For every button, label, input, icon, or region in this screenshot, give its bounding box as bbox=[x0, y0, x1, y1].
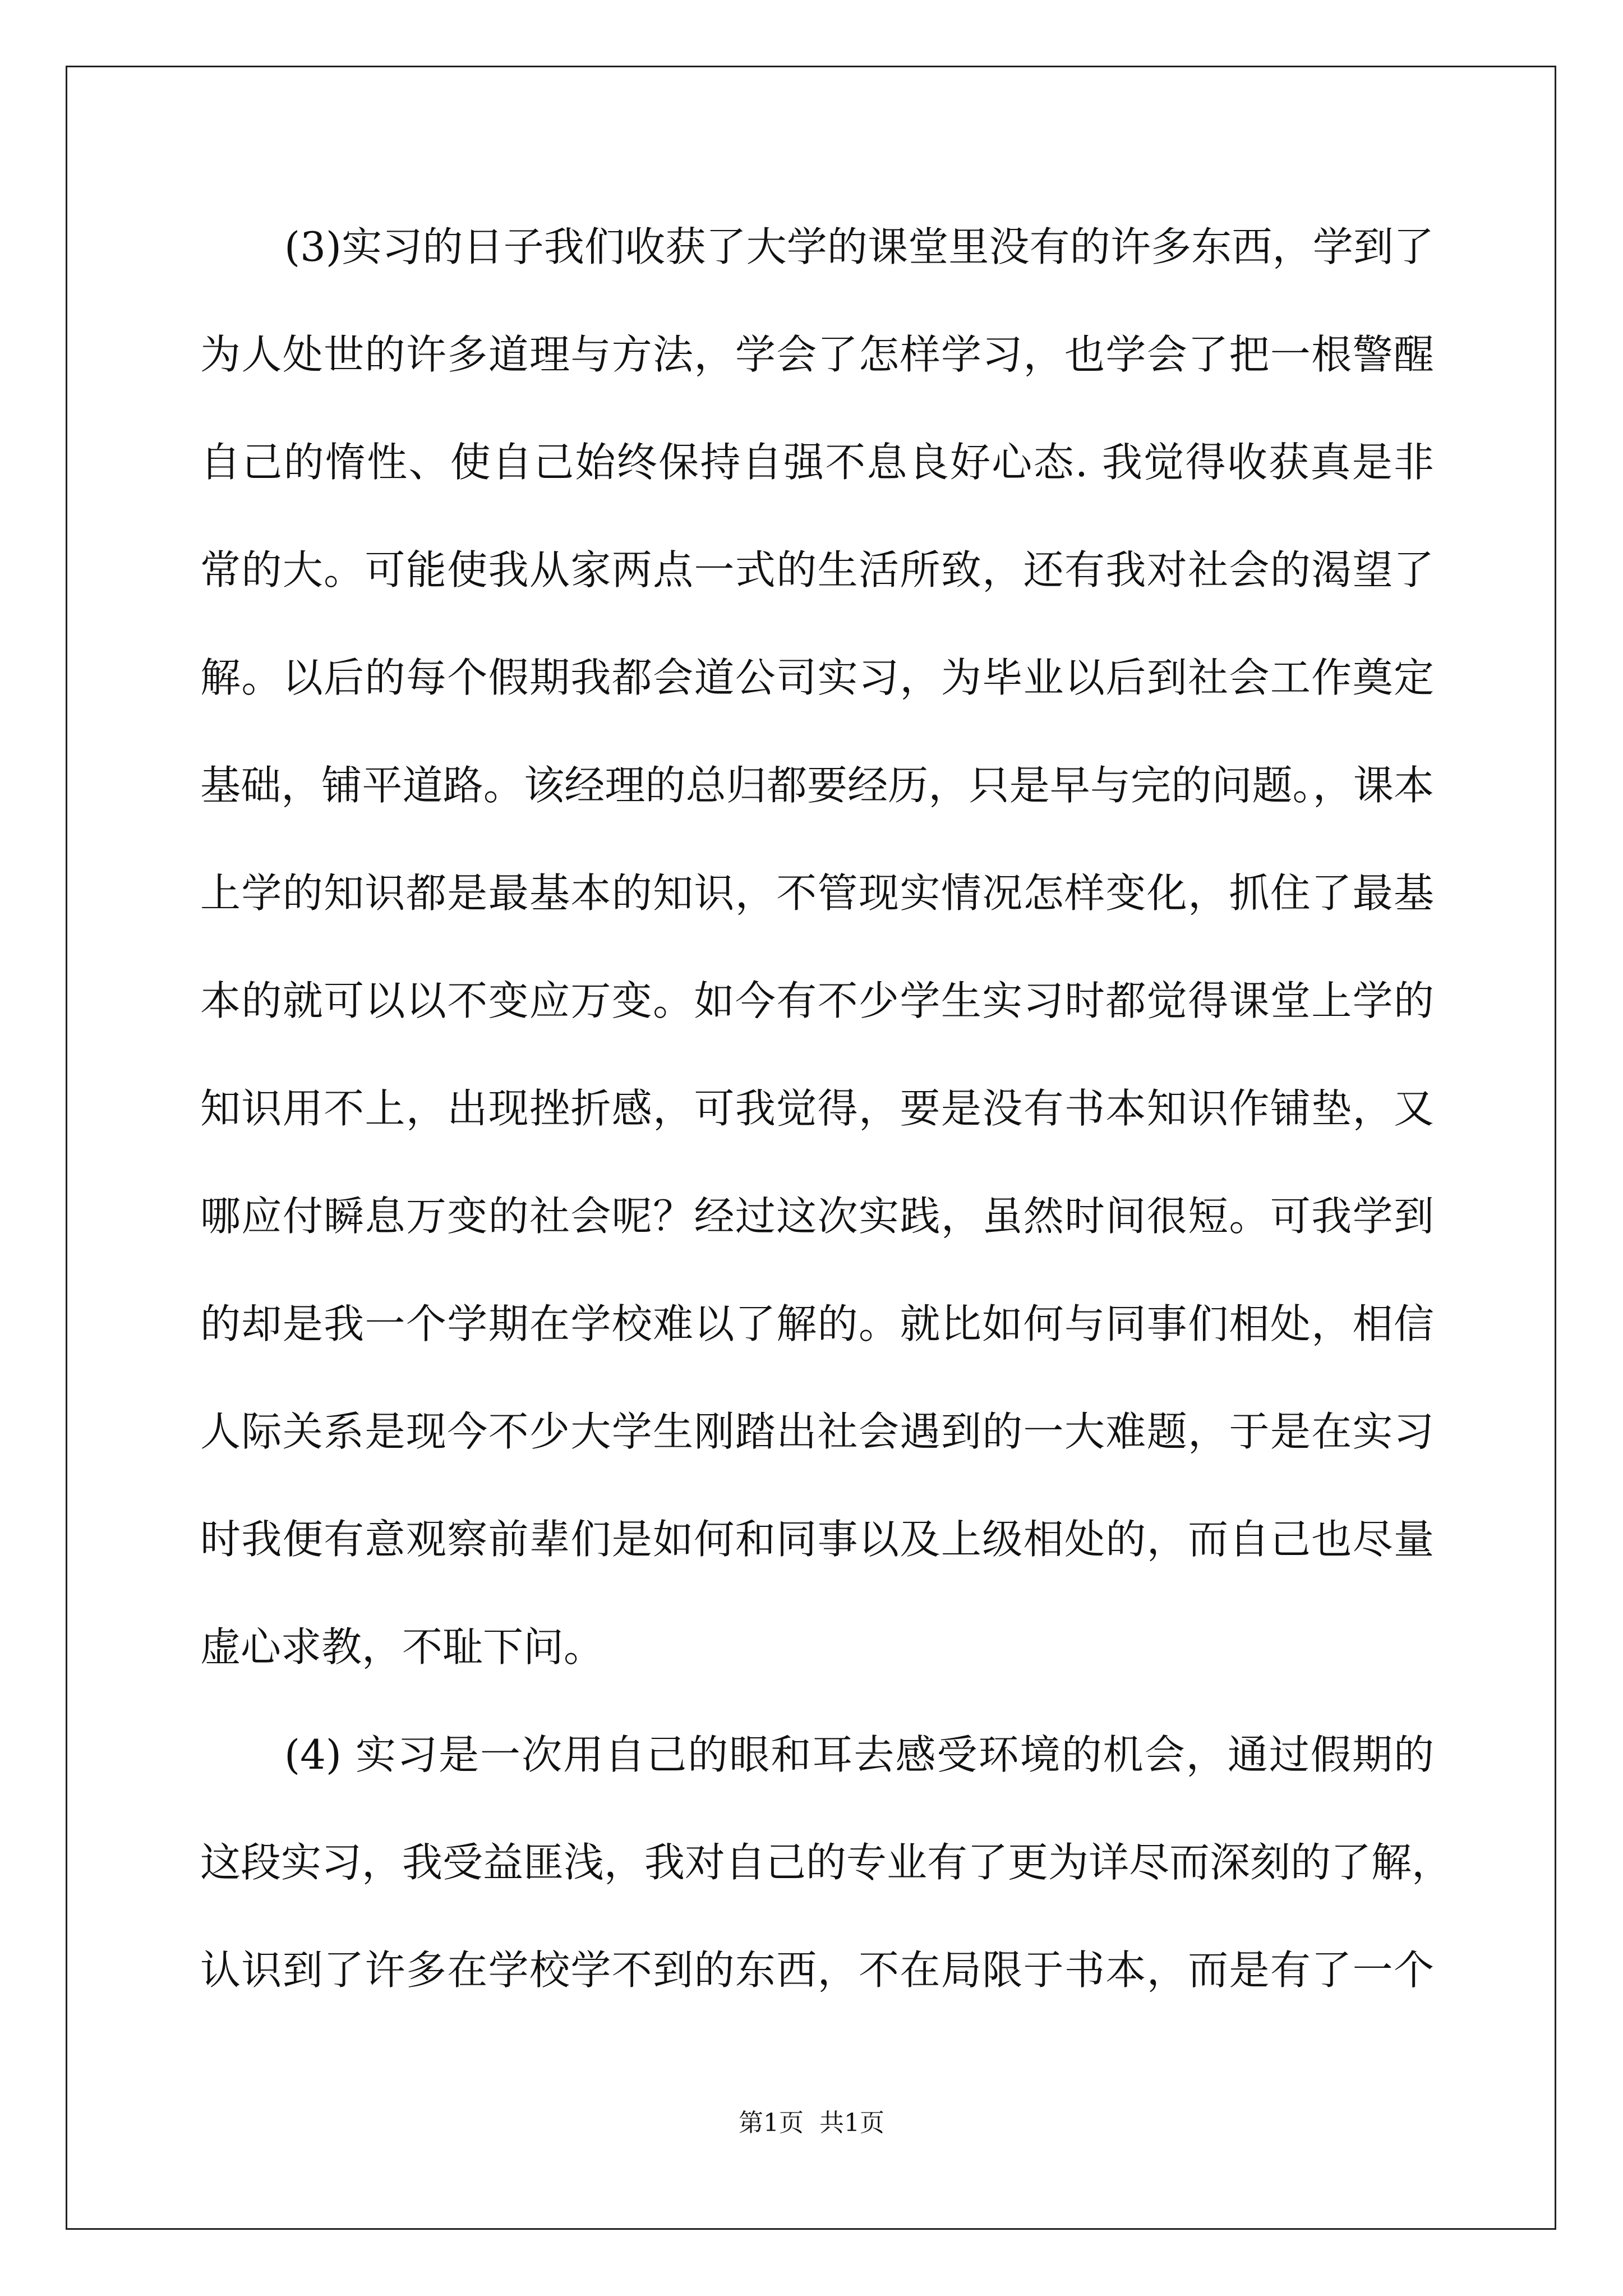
paragraph-4-line-3: 认识到了许多在学校学不到的东西，不在局限于书本，而是有了一个 bbox=[200, 1947, 1434, 1994]
paragraph-3-line-4: 常的大。可能使我从家两点一式的生活所致，还有我对社会的渴望了 bbox=[200, 546, 1434, 593]
paragraph-3-line-6: 基础，铺平道路。该经理的总归都要经历，只是早与完的问题。，课本 bbox=[200, 762, 1434, 809]
paragraph-3-line-5: 解。以后的每个假期我都会道公司实习，为毕业以后到社会工作奠定 bbox=[200, 654, 1434, 701]
page-border bbox=[66, 66, 1556, 2230]
paragraph-3-line-7: 上学的知识都是最基本的知识，不管现实情况怎样变化，抓住了最基 bbox=[200, 869, 1434, 917]
paragraph-3-line-3: 自己的惰性、使自己始终保持自强不息良好心态. 我觉得收获真是非 bbox=[200, 439, 1434, 486]
paragraph-3-line-8: 本的就可以以不变应万变。如今有不少学生实习时都觉得课堂上学的 bbox=[200, 977, 1434, 1024]
paragraph-3-line-1: (3)实习的日子我们收获了大学的课堂里没有的许多东西，学到了 bbox=[284, 223, 1434, 270]
paragraph-4-line-1: (4) 实习是一次用自己的眼和耳去感受环境的机会，通过假期的 bbox=[284, 1731, 1434, 1778]
paragraph-3-line-13: 时我便有意观察前辈们是如何和同事以及上级相处的，而自己也尽量 bbox=[200, 1516, 1434, 1563]
paragraph-3-line-9: 知识用不上，出现挫折感，可我觉得，要是没有书本知识作铺垫，又 bbox=[200, 1085, 1434, 1132]
paragraph-4-line-2: 这段实习，我受益匪浅，我对自己的专业有了更为详尽而深刻的了解， bbox=[200, 1839, 1453, 1886]
paragraph-3-line-11: 的却是我一个学期在学校难以了解的。就比如何与同事们相处，相信 bbox=[200, 1300, 1434, 1347]
paragraph-3-line-14: 虚心求教，不耻下问。 bbox=[200, 1623, 605, 1671]
paragraph-3-line-10: 哪应付瞬息万变的社会呢？经过这次实践，虽然时间很短。可我学到 bbox=[200, 1193, 1434, 1240]
page-number-footer: 第1页 共1页 bbox=[739, 2109, 884, 2137]
paragraph-3-line-2: 为人处世的许多道理与方法，学会了怎样学习，也学会了把一根警醒 bbox=[200, 331, 1434, 378]
paragraph-3-line-12: 人际关系是现今不少大学生刚踏出社会遇到的一大难题，于是在实习 bbox=[200, 1408, 1434, 1455]
